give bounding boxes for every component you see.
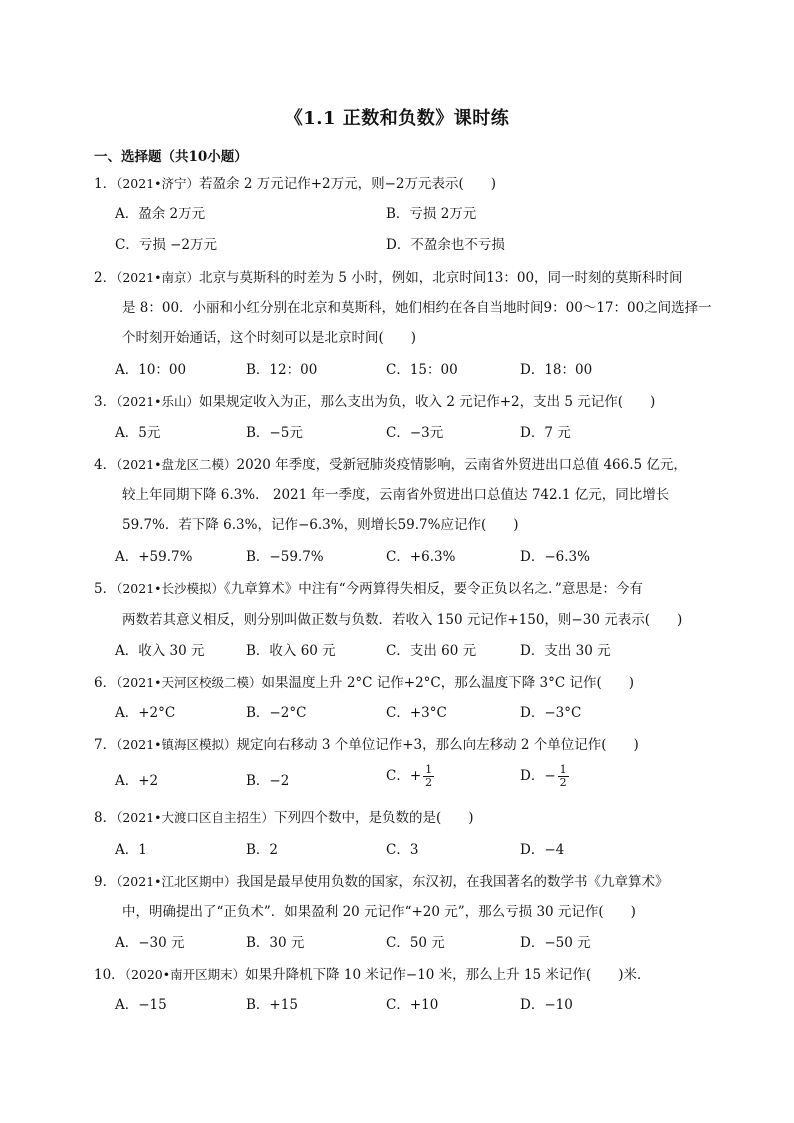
question-text: 我国是最早使用负数的国家，东汉初，在我国著名的数学书《九章算术》	[236, 874, 669, 890]
option-d: D．−6.3%	[520, 549, 590, 565]
option-c: C．−3元	[386, 425, 444, 441]
option-c	[386, 764, 434, 789]
option-b: B．2	[246, 842, 279, 858]
question-5	[94, 579, 643, 599]
question-number: 7．	[94, 737, 117, 753]
question-number: 5．	[94, 581, 117, 597]
question-3	[94, 392, 655, 412]
option-b: B．亏损 2万元	[386, 206, 477, 222]
option-c-label: C．+	[386, 768, 422, 784]
question-source: （2021•镇海区模拟）	[116, 737, 237, 752]
question-source: （2020•南开区期末）	[124, 967, 246, 982]
question-text-continued: 较上年同期下降 6.3%． 2021 年一季度，云南省外贸进出口总值达 742.1 亿元，同比增长	[122, 487, 670, 503]
option-b: B．−2°C	[246, 705, 307, 721]
fraction-denominator: 2	[559, 776, 567, 789]
fraction-one-half	[423, 764, 434, 789]
option-d: D．不盈余也不亏损	[386, 237, 505, 253]
question-text-continued: 中，明确提出了“正负术”．如果盈利 20 元记作“+20 元”，那么亏损 30 元记作( )	[122, 904, 636, 920]
option-c: C．50 元	[386, 935, 445, 951]
option-c: C．15：00	[386, 362, 458, 378]
option-b: B．−5元	[246, 425, 303, 441]
option-a: A．+59.7%	[115, 549, 193, 565]
question-source: （2021•长沙模拟）	[116, 581, 225, 596]
option-a: A．10：00	[115, 362, 187, 378]
question-number: 9．	[94, 874, 117, 890]
option-c: C．+10	[386, 997, 439, 1013]
option-b: B．12：00	[246, 362, 318, 378]
option-d: D．−50 元	[520, 935, 591, 951]
fraction-numerator: 1	[559, 763, 567, 776]
option-d: D．−3°C	[520, 705, 582, 721]
question-7	[94, 735, 639, 755]
option-b: B．30 元	[246, 935, 305, 951]
question-text: 2020 年季度，受新冠肺炎疫情影响，云南省外贸进出口总值 466.5 亿元，	[236, 457, 687, 473]
question-source: （2021•济宁）	[116, 176, 200, 191]
question-text: 如果温度上升 2°C 记作+2°C，那么温度下降 3°C 记作( )	[261, 675, 635, 691]
question-number: 6．	[94, 675, 117, 691]
question-text: 如果规定收入为正，那么支出为负，收入 2 元记作+2，支出 5 元记作( )	[199, 394, 656, 410]
option-a: A．+2°C	[115, 705, 176, 721]
option-d: D．7 元	[520, 425, 571, 441]
fraction-denominator: 2	[425, 776, 433, 789]
option-d: D．−4	[520, 842, 565, 858]
question-number: 4．	[94, 457, 117, 473]
question-text: 如果升降机下降 10 米记作−10 米，那么上升 15 米记作( )米．	[245, 967, 651, 983]
question-number: 10．	[94, 967, 125, 983]
document-title: 《1.1 正数和负数》课时练	[284, 108, 510, 129]
question-1	[94, 174, 496, 194]
option-c: C．支出 60 元	[386, 643, 477, 659]
question-8	[94, 808, 474, 828]
option-c: C．+3°C	[386, 705, 447, 721]
option-b: B．收入 60 元	[246, 643, 336, 659]
question-text-continued: 是 8：00．小丽和小红分别在北京和莫斯科，她们相约在各自当地时间9：00～17：00之间选择一	[122, 300, 712, 316]
option-a: A．5元	[115, 425, 161, 441]
option-b: B．−2	[246, 773, 290, 789]
question-6	[94, 673, 634, 693]
question-source: （2021•大渡口区自主招生）	[116, 810, 275, 825]
question-source: （2021•盘龙区二模）	[116, 457, 237, 472]
section-heading: 一、选择题（共10小题）	[94, 149, 248, 165]
question-text-continued: 59.7%．若下降 6.3%，记作−6.3%，则增长59.7%应记作( )	[122, 517, 519, 533]
question-number: 8．	[94, 810, 117, 826]
option-c: C．+6.3%	[386, 549, 456, 565]
option-a: A．−15	[115, 997, 167, 1013]
question-text: 若盈余 2 万元记作+2万元，则−2万元表示( )	[199, 176, 497, 192]
question-source: （2021•乐山）	[116, 394, 200, 409]
option-a: A．−30 元	[115, 935, 185, 951]
fraction-numerator: 1	[425, 763, 433, 776]
option-d: D．−10	[520, 997, 573, 1013]
option-d: D．18：00	[520, 362, 593, 378]
question-source: （2021•江北区期中）	[116, 874, 237, 889]
question-source: （2021•天河区校级二模）	[116, 675, 262, 690]
fraction-one-half	[558, 764, 569, 789]
question-9	[94, 872, 669, 892]
question-text: 《九章算术》中注有“今两算得失相反，要令正负以名之．”意思是：今有	[224, 581, 643, 597]
question-number: 3．	[94, 394, 117, 410]
option-a: A．盈余 2万元	[115, 206, 206, 222]
question-number: 2．	[94, 270, 117, 286]
option-a: A．+2	[115, 773, 159, 789]
option-a: A．1	[115, 842, 147, 858]
option-d-label: D．−	[520, 768, 556, 784]
question-10	[94, 965, 650, 985]
question-text-continued: 个时刻开始通话，这个时刻可以是北京时间( )	[122, 330, 417, 346]
question-number: 1．	[94, 176, 117, 192]
question-text: 规定向右移动 3 个单位记作+3，那么向左移动 2 个单位记作( )	[236, 737, 639, 753]
option-d	[520, 764, 569, 789]
option-c: C．3	[386, 842, 419, 858]
question-text: 北京与莫斯科的时差为 5 小时，例如，北京时间13：00，同一时刻的莫斯科时间	[199, 270, 683, 286]
option-b: B．−59.7%	[246, 549, 324, 565]
question-text: 下列四个数中，是负数的是( )	[274, 810, 474, 826]
question-source: （2021•南京）	[116, 270, 200, 285]
option-d: D．支出 30 元	[520, 643, 611, 659]
question-2	[94, 268, 683, 288]
option-b: B．+15	[246, 997, 298, 1013]
option-c: C．亏损 −2万元	[115, 237, 218, 253]
question-4	[94, 455, 687, 475]
question-text-continued: 两数若其意义相反，则分别叫做正数与负数．若收入 150 元记作+150，则−30 元表示( )	[122, 612, 683, 628]
option-a: A．收入 30 元	[115, 643, 205, 659]
